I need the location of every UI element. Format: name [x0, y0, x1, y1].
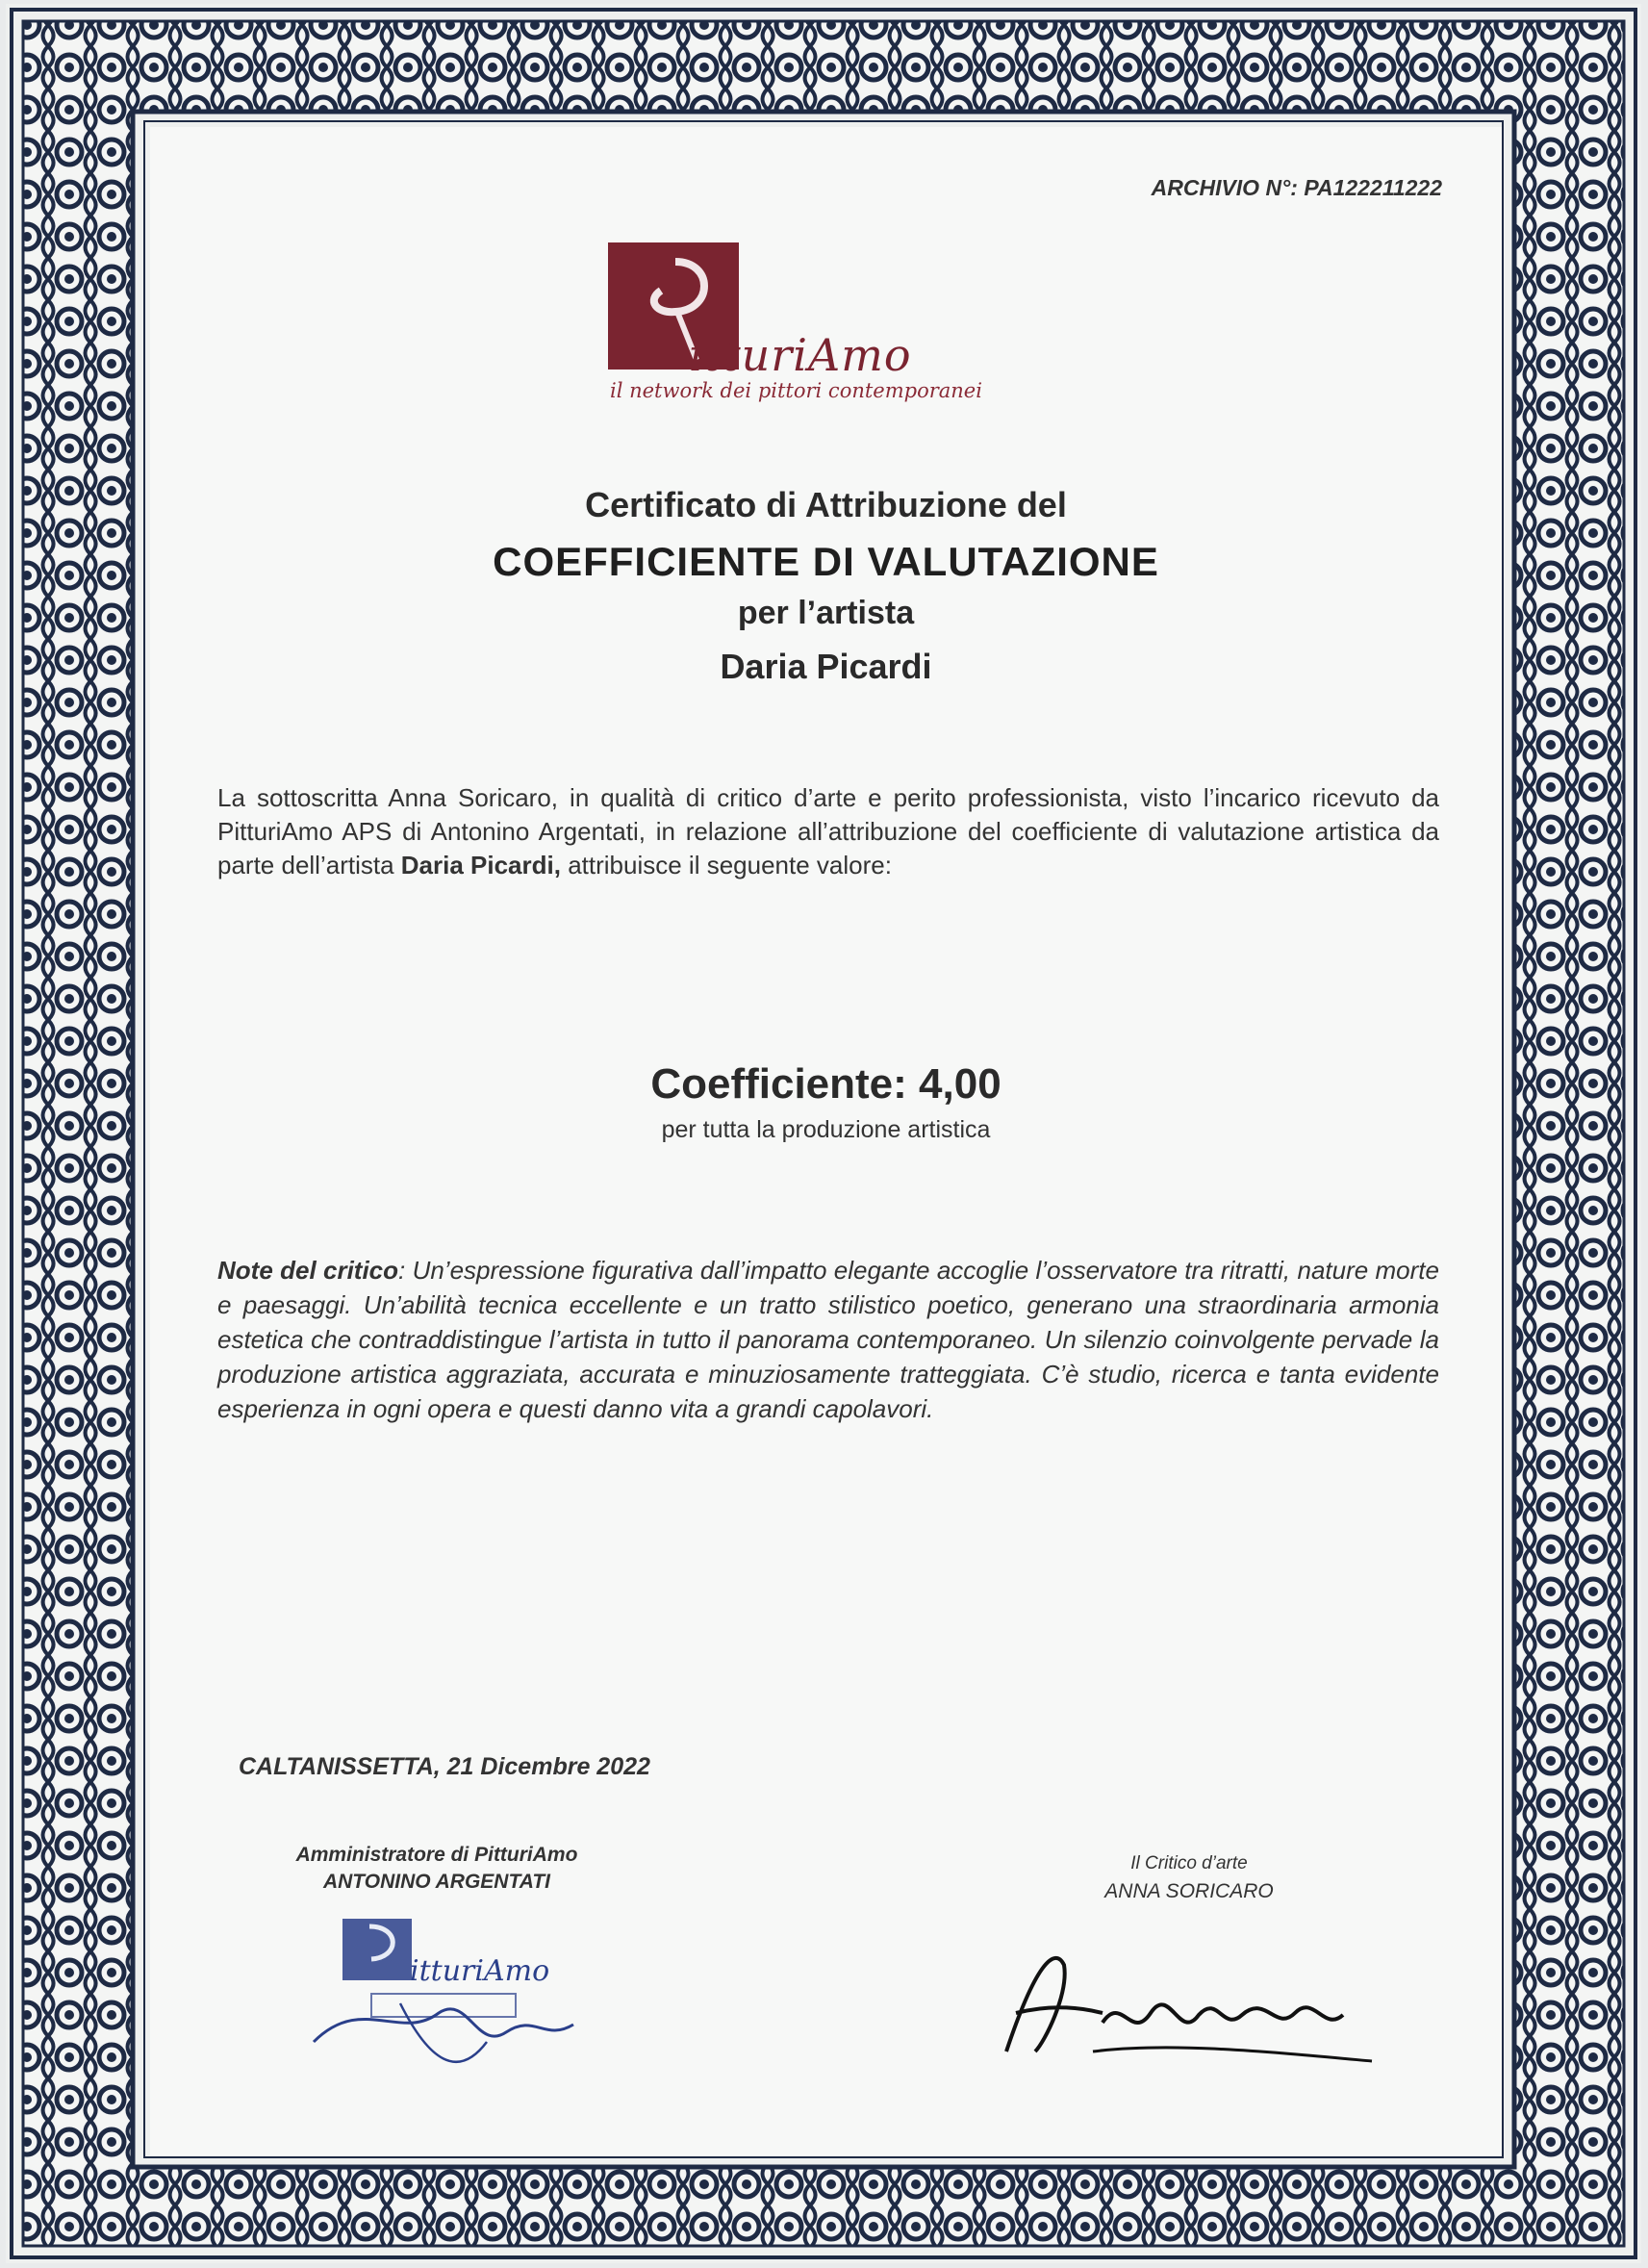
- critic-name: ANNA SORICARO: [1104, 1880, 1274, 1902]
- title-line-1: Certificato di Attribuzione del: [585, 485, 1067, 524]
- critic-note: Note del critico: Un’espressione figurativa dall’impatto elegante accoglie l’osservatore tra ritratti, nature morte e paesaggi. Un’abilità tecnica eccellente e un tratto stilistico poetico, generano una straordinaria armonia estetica che contraddistingue l’artista in tutto il panorama contemporaneo. Un silenzio coinvolgente pervade la produzione artistica aggraziata, accurata e minuziosamente tratteggiata. C’è studio, ricerca e tanta evidente esperienza in ogni opera e questi danno vita a grandi capolavori.: [217, 1256, 1439, 1423]
- certification-statement: La sottoscritta Anna Soricaro, in qualità di critico d’arte e perito professionista, visto l’incarico ricevuto da PitturiAmo APS di Antonino Argentati, in relazione all’attribuzione del coefficiente di valutazione artistica da parte dell’artista Daria Picardi, attribuisce il seguente valore:: [217, 783, 1439, 879]
- logo-wordmark: itturiAmo: [689, 329, 912, 381]
- archive-number: ARCHIVIO N°: PA122211222: [1151, 175, 1442, 200]
- coefficient-subtitle: per tutta la produzione artistica: [661, 1116, 991, 1143]
- critic-role: Il Critico d’arte: [1130, 1853, 1248, 1873]
- logo-tagline: il network dei pittori contemporanei: [610, 379, 982, 402]
- admin-name: ANTONINO ARGENTATI: [322, 1871, 551, 1893]
- artist-name: Daria Picardi: [720, 647, 932, 686]
- stamp-wordmark: itturiAmo: [410, 1954, 550, 1988]
- title-line-3: per l’artista: [737, 595, 915, 631]
- place-and-date: CALTANISSETTA, 21 Dicembre 2022: [239, 1753, 650, 1780]
- admin-signature: [314, 2009, 573, 2042]
- title-main: COEFFICIENTE DI VALUTAZIONE: [493, 539, 1159, 584]
- certificate-body: [150, 127, 1502, 2155]
- admin-stamp-and-signature: [256, 1898, 621, 2090]
- certificate: [6, 4, 1641, 2263]
- critic-signature: [977, 1907, 1391, 2090]
- critic-note-label: Note del critico: [217, 1256, 399, 1285]
- admin-role: Amministratore di PitturiAmo: [295, 1844, 578, 1866]
- coefficient-value: Coefficiente: 4,00: [650, 1060, 1001, 1108]
- pitturiamo-logo: [608, 242, 1051, 416]
